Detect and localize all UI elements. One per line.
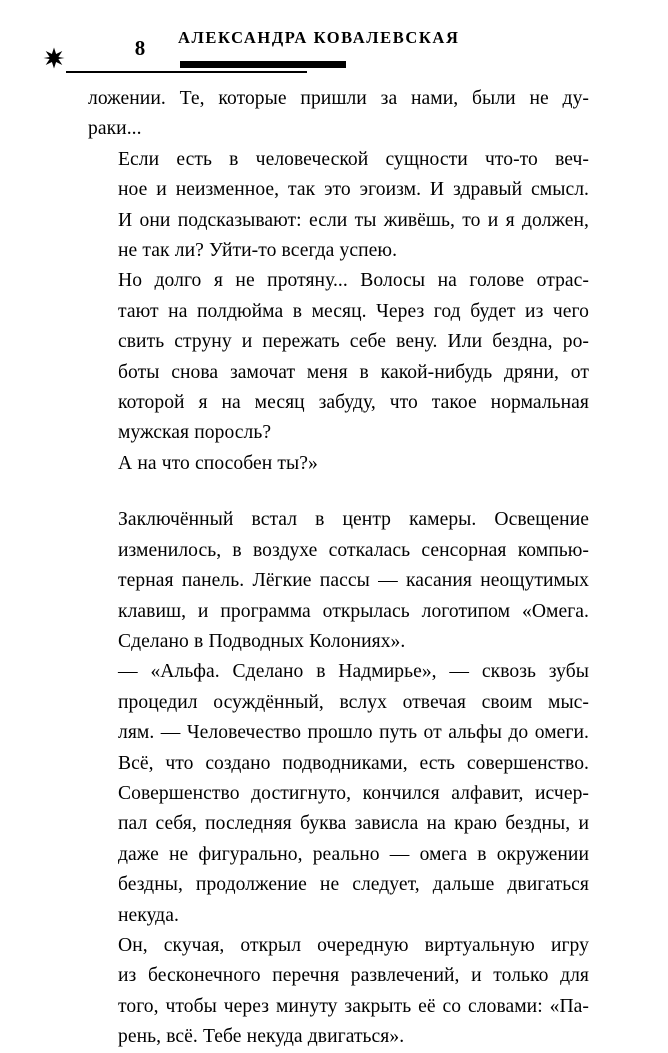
text-line: изменилось, в воздухе соткалась сенсорная компью- <box>118 539 589 561</box>
text-line: не так ли? Уйти-то всегда успею. <box>118 240 398 262</box>
body-text-block <box>88 84 589 1053</box>
text-line: — «Альфа. Сделано в Надмирье», — сквозь зубы <box>118 661 589 683</box>
text-line: того, чтобы через минуту закрыть её со словами: «Па- <box>118 995 589 1017</box>
text-line: Всё, что создано подводниками, есть совершенство. <box>118 752 589 774</box>
paragraph <box>88 84 589 145</box>
paragraph <box>88 449 589 479</box>
running-head <box>0 14 668 70</box>
text-line: клавиш, и программа открылась логотипом «Омега. <box>118 600 589 622</box>
text-line: Но долго я не протяну... Волосы на голове отрас- <box>118 270 589 292</box>
text-line: свить струну и пережать себе вену. Или бездна, ро- <box>118 331 589 353</box>
text-line: И они подсказывают: если ты живёшь, то и я должен, <box>118 209 589 231</box>
text-line: ное и неизменное, так это эгоизм. И здравый смысл. <box>118 179 589 201</box>
page-number: 8 <box>134 36 146 60</box>
paragraph-break <box>88 479 589 505</box>
paragraph <box>88 145 589 267</box>
text-line: А на что способен ты?» <box>118 452 318 474</box>
text-line: процедил осуждённый, вслух отвечая своим мыс- <box>118 691 589 713</box>
text-line: которой я на месяц забуду, что такое нормальная <box>118 392 589 414</box>
text-line: из бесконечного перечня развлечений, и только для <box>118 965 589 987</box>
text-line: некуда. <box>118 904 179 926</box>
text-line: Если есть в человеческой сущности что-то веч- <box>118 148 589 170</box>
paragraph <box>88 505 589 657</box>
text-line: терная панель. Лёгкие пассы — касания неощутимых <box>118 570 589 592</box>
header-thick-rule <box>180 61 346 68</box>
paragraph <box>88 931 589 1053</box>
star-ornament-icon <box>43 47 65 69</box>
text-line: Он, скучая, открыл очередную виртуальную игру <box>118 934 589 956</box>
text-line: боты снова замочат меня в какой-нибудь дряни, от <box>118 361 589 383</box>
text-line: пал себя, последняя буква зависла на краю бездны, и <box>118 813 589 835</box>
text-line: мужская поросль? <box>118 422 272 444</box>
text-line: Совершенство достигнуто, кончился алфавит, исчер- <box>118 782 589 804</box>
text-line: раки... <box>88 118 142 140</box>
paragraph <box>88 657 589 931</box>
text-line: ложении. Те, которые пришли за нами, были не ду- <box>88 88 589 109</box>
header-thin-rule <box>66 71 307 73</box>
text-line: бездны, продолжение не следует, дальше двигаться <box>118 874 589 896</box>
text-line: лям. — Человечество прошло путь от альфы до омеги. <box>118 722 589 744</box>
running-title: АЛЕКСАНДРА КОВАЛЕВСКАЯ <box>178 28 460 47</box>
paragraph <box>88 266 589 448</box>
text-line: тают на полдюйма в месяц. Через год будет из чего <box>118 300 589 322</box>
text-line: Заключённый встал в центр камеры. Освещение <box>118 509 589 531</box>
text-line: Сделано в Подводных Колониях». <box>118 630 406 652</box>
text-line: даже не фигурально, реально — омега в окружении <box>118 843 589 865</box>
text-line: рень, всё. Тебе некуда двигаться». <box>118 1026 405 1048</box>
